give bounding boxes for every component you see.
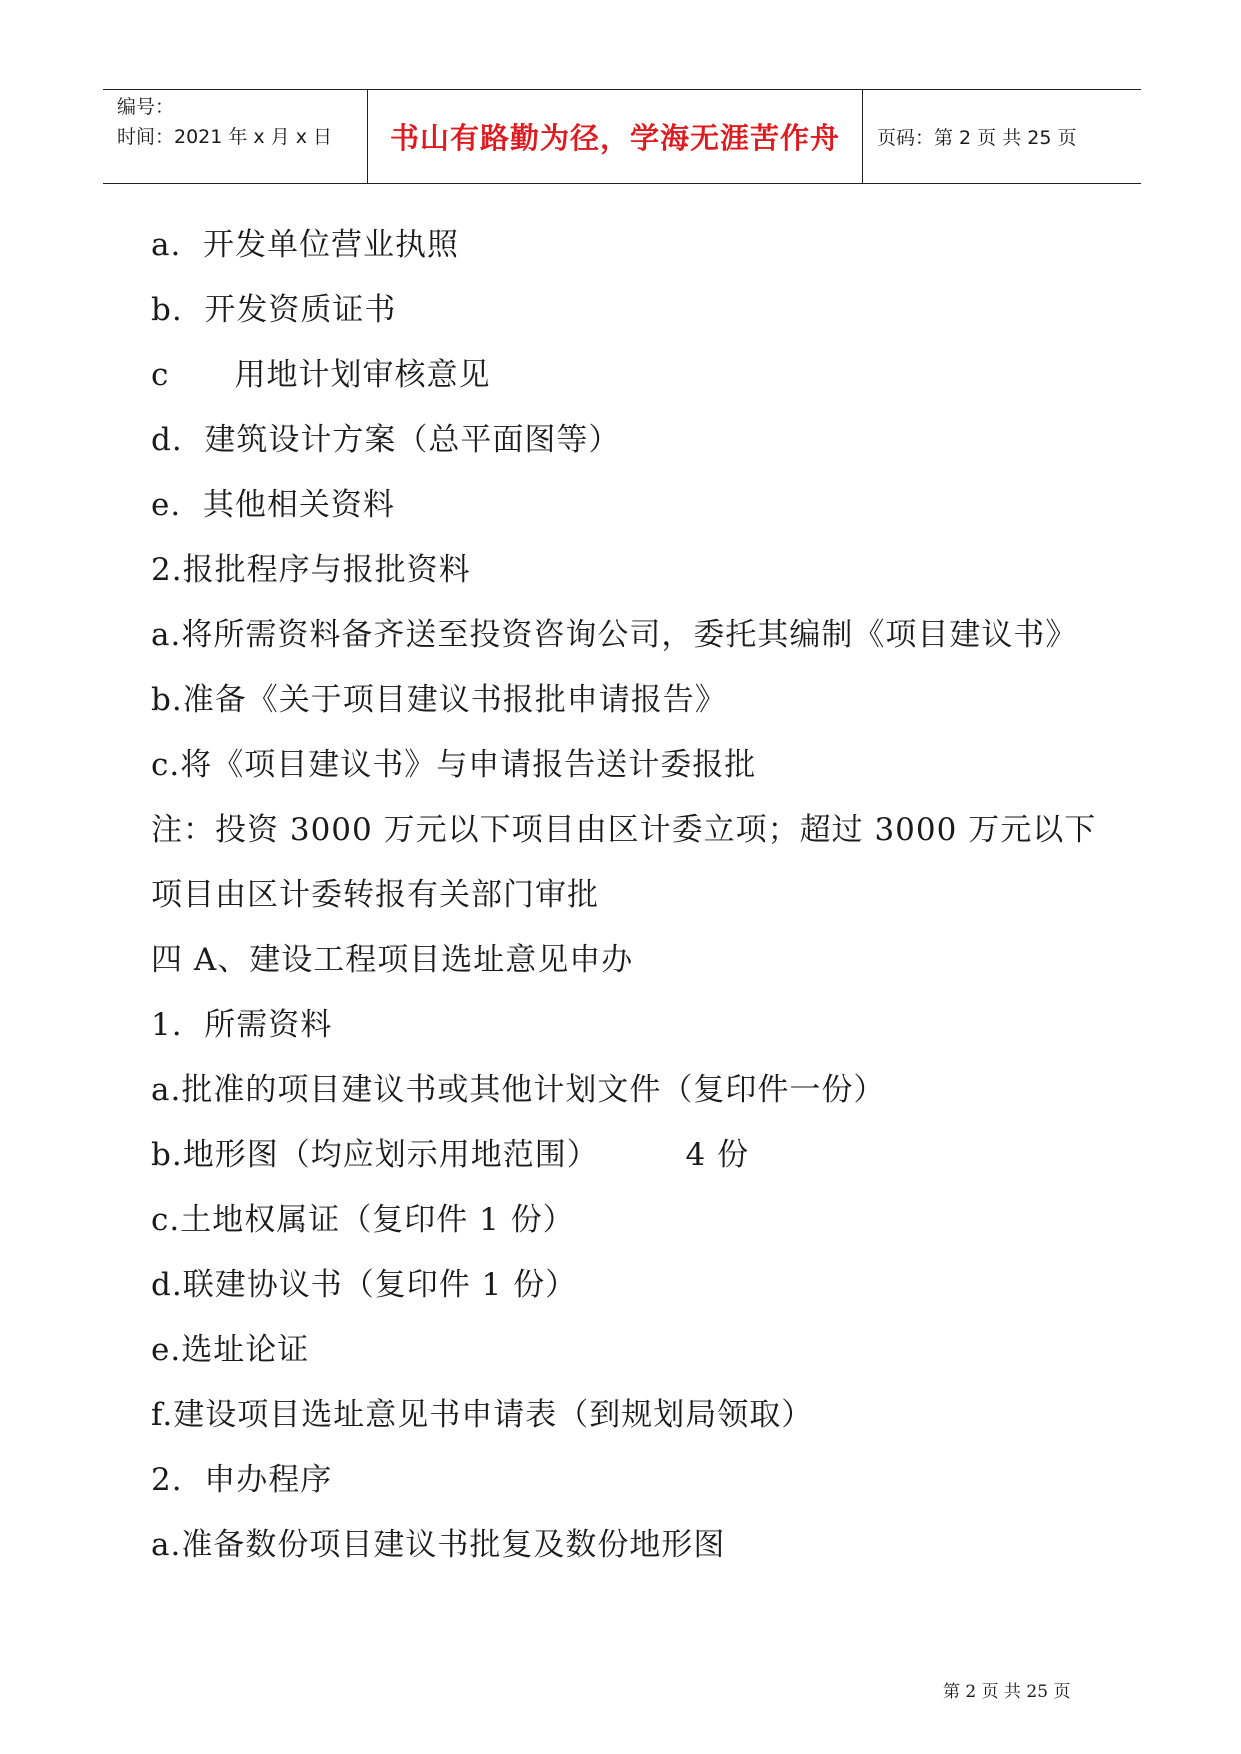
text-line: d.联建协议书（复印件 1 份）: [151, 1267, 578, 1303]
document-time-label: 时间：2021 年 x 月 x 日: [117, 126, 333, 148]
page-header: [103, 89, 1141, 184]
text-line: d. 建筑设计方案（总平面图等）: [151, 422, 621, 458]
text-line: a.将所需资料备齐送至投资咨询公司，委托其编制《项目建议书》: [151, 617, 1078, 653]
text-line: c.土地权属证（复印件 1 份）: [151, 1202, 575, 1238]
text-line: c 用地计划审核意见: [151, 357, 491, 393]
header-motto: 书山有路勤为径，学海无涯苦作舟: [389, 121, 840, 155]
text-line: b.准备《关于项目建议书报批申请报告》: [151, 682, 727, 718]
text-line: c.将《项目建议书》与申请报告送计委报批: [151, 747, 757, 783]
page-footer: 第 2 页 共 25 页: [943, 1682, 1071, 1702]
header-meta-cell: [103, 90, 368, 183]
document-number-label: 编号：: [117, 96, 175, 118]
text-line: a.准备数份项目建议书批复及数份地形图: [151, 1527, 726, 1563]
text-line: b. 开发资质证书: [151, 292, 397, 328]
header-page-info: 页码：第 2 页 共 25 页: [877, 127, 1077, 149]
text-line: 2.报批程序与报批资料: [151, 552, 471, 588]
text-line: 四 A、建设工程项目选址意见申办: [151, 942, 634, 978]
text-line: e.选址论证: [151, 1332, 310, 1368]
text-line: f.建设项目选址意见书申请表（到规划局领取）: [151, 1397, 814, 1433]
text-line: 项目由区计委转报有关部门审批: [151, 877, 599, 913]
header-motto-cell: [368, 90, 863, 183]
text-line: 注：投资 3000 万元以下项目由区计委立项；超过 3000 万元以下: [151, 812, 1097, 848]
text-line: 2. 申办程序: [151, 1462, 333, 1498]
text-line: a.批准的项目建议书或其他计划文件（复印件一份）: [151, 1072, 886, 1108]
text-line: e. 其他相关资料: [151, 487, 395, 523]
text-line: a. 开发单位营业执照: [151, 227, 460, 263]
text-line: b.地形图（均应划示用地范围） 4 份: [151, 1137, 750, 1173]
text-line: 1. 所需资料: [151, 1007, 333, 1043]
header-page-cell: [863, 90, 1141, 183]
